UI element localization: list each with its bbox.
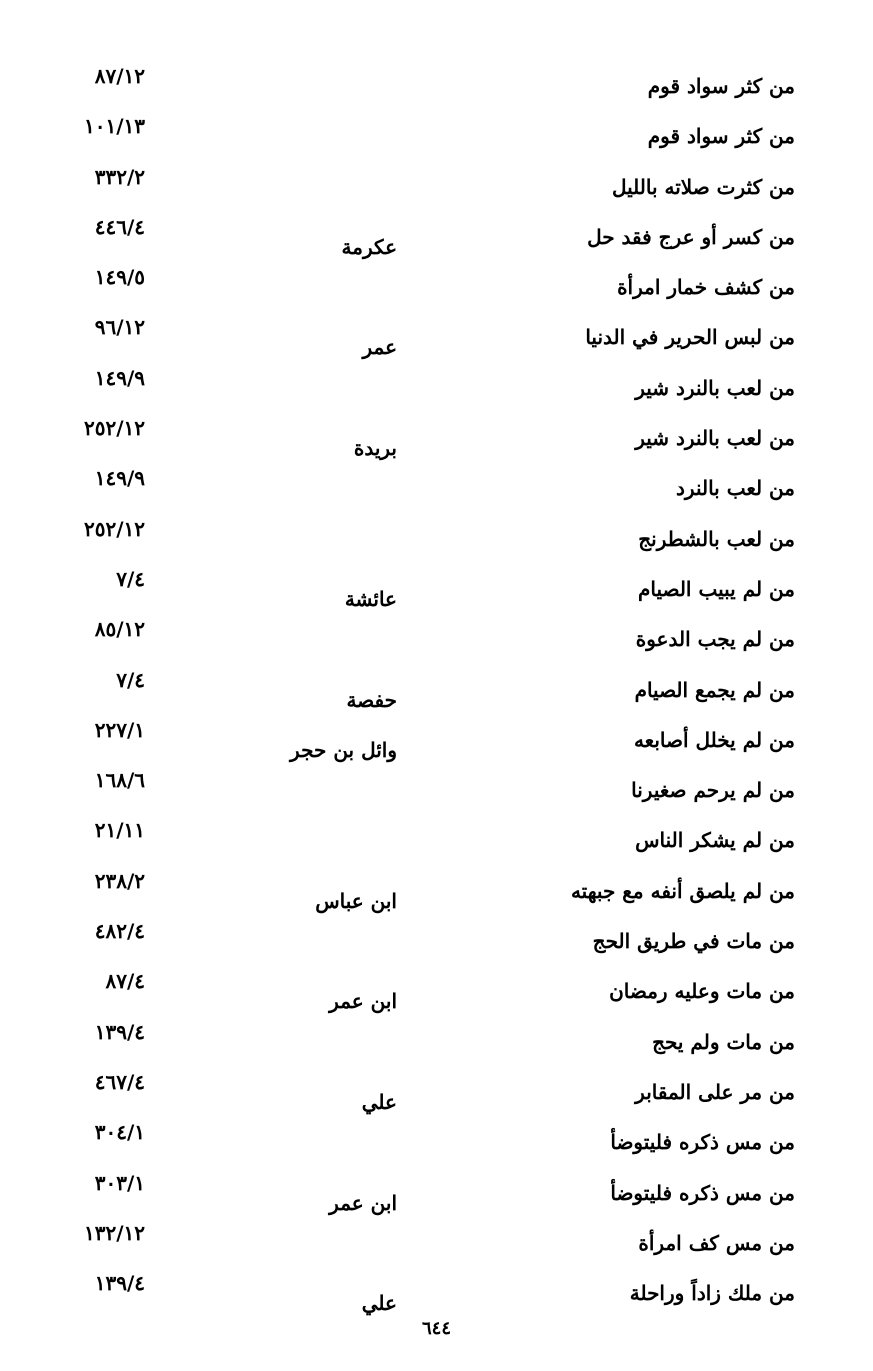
index-entry bbox=[0, 313, 873, 363]
volume-page-reference: ٨٧/١٢ bbox=[94, 64, 145, 88]
index-entry bbox=[0, 1219, 873, 1269]
volume-page-reference: ٤٦٧/٤ bbox=[94, 1069, 145, 1094]
hadith-text: من لم يرحم صغيرنا bbox=[631, 778, 795, 803]
index-entry bbox=[0, 867, 873, 917]
narrator-name: ابن عمر bbox=[329, 989, 397, 1014]
index-entry bbox=[0, 1269, 873, 1319]
volume-page-reference: ١٣٩/٤ bbox=[94, 1271, 145, 1296]
index-entry bbox=[0, 112, 873, 162]
volume-page-reference: ٢٥٢/١٢ bbox=[83, 416, 145, 441]
volume-page-reference: ٣٣٢/٢ bbox=[94, 164, 145, 189]
narrator-name: علي bbox=[361, 1291, 397, 1316]
volume-page-reference: ١٠١/١٣ bbox=[83, 114, 145, 139]
volume-page-reference: ٢١/١١ bbox=[94, 818, 145, 843]
volume-page-reference: ٣٠٤/١ bbox=[94, 1120, 145, 1145]
hadith-text: من كسر أو عرج فقد حل bbox=[587, 224, 795, 249]
volume-page-reference: ٤٤٦/٤ bbox=[94, 214, 145, 239]
narrator-name: عكرمة bbox=[341, 234, 397, 259]
index-entry bbox=[0, 414, 873, 464]
index-entry bbox=[0, 1118, 873, 1168]
hadith-text: من لم يبيب الصيام bbox=[637, 576, 795, 601]
narrator-name: حفصة bbox=[346, 687, 397, 712]
hadith-text: من لعب بالنرد شير bbox=[635, 375, 795, 400]
hadith-text: من لعب بالنرد bbox=[676, 476, 795, 501]
index-entry bbox=[0, 967, 873, 1017]
index-entry bbox=[0, 917, 873, 967]
hadith-text: من كثرت صلاته بالليل bbox=[611, 174, 795, 199]
volume-page-reference: ١٣٢/١٢ bbox=[83, 1220, 145, 1245]
hadith-text: من مس ذكره فليتوضأ bbox=[610, 1180, 795, 1205]
volume-page-reference: ٣٠٣/١ bbox=[94, 1170, 145, 1195]
narrator-name: ابن عباس bbox=[315, 888, 397, 913]
volume-page-reference: ٨٧/٤ bbox=[105, 969, 145, 994]
hadith-text: من لعب بالنرد شير bbox=[635, 426, 795, 451]
volume-page-reference: ٢٣٨/٢ bbox=[94, 868, 145, 893]
hadith-text: من لعب بالشطرنج bbox=[638, 526, 795, 551]
hadith-text: من مات وعليه رمضان bbox=[609, 979, 795, 1004]
volume-page-reference: ١٤٩/٩ bbox=[94, 365, 145, 390]
index-entry bbox=[0, 464, 873, 514]
index-entry bbox=[0, 263, 873, 313]
hadith-text: من ملك زاداً وراحلة bbox=[629, 1281, 795, 1306]
hadith-text: من كثر سواد قوم bbox=[647, 74, 795, 98]
hadith-text: من لم يشكر الناس bbox=[635, 828, 795, 853]
index-entry bbox=[0, 565, 873, 615]
index-entry bbox=[0, 766, 873, 816]
volume-page-reference: ١٤٩/٩ bbox=[94, 466, 145, 491]
index-entry bbox=[0, 1169, 873, 1219]
index-entry bbox=[0, 213, 873, 263]
narrator-name: بريدة bbox=[353, 436, 397, 461]
index-entry bbox=[0, 816, 873, 866]
index-entry bbox=[0, 515, 873, 565]
narrator-name: عائشة bbox=[344, 586, 397, 611]
hadith-text: من لم يلصق أنفه مع جبهته bbox=[570, 878, 795, 903]
hadith-text: من لم يخلل أصابعه bbox=[633, 727, 795, 752]
narrator-name: علي bbox=[361, 1089, 397, 1114]
volume-page-reference: ٢٥٢/١٢ bbox=[83, 516, 145, 541]
hadith-text: من مات في طريق الحج bbox=[592, 929, 795, 954]
hadith-text: من لبس الحرير في الدنيا bbox=[585, 325, 795, 350]
index-entry bbox=[0, 163, 873, 213]
hadith-text: من مس ذكره فليتوضأ bbox=[610, 1130, 795, 1155]
hadith-text: من لم يجب الدعوة bbox=[635, 627, 795, 652]
narrator-name: وائل بن حجر bbox=[290, 737, 397, 762]
volume-page-reference: ٧/٤ bbox=[116, 566, 145, 591]
volume-page-reference: ١٤٩/٥ bbox=[94, 265, 145, 290]
hadith-text: من مات ولم يحج bbox=[652, 1029, 795, 1054]
index-entry bbox=[0, 666, 873, 716]
volume-page-reference: ٨٥/١٢ bbox=[94, 617, 145, 642]
index-entry bbox=[0, 62, 873, 112]
hadith-text: من مر على المقابر bbox=[635, 1079, 795, 1104]
hadith-text: من كشف خمار امرأة bbox=[617, 275, 795, 300]
hadith-text: من كثر سواد قوم bbox=[647, 124, 795, 149]
index-entry bbox=[0, 615, 873, 665]
page-number: ٦٤٤ bbox=[421, 1318, 451, 1339]
volume-page-reference: ٩٦/١٢ bbox=[94, 315, 145, 340]
index-entry bbox=[0, 716, 873, 766]
hadith-text: من لم يجمع الصيام bbox=[634, 677, 795, 702]
hadith-text: من مس كف امرأة bbox=[638, 1230, 795, 1255]
narrator-name: عمر bbox=[362, 335, 397, 360]
index-entry bbox=[0, 1068, 873, 1118]
index-entry bbox=[0, 1018, 873, 1068]
volume-page-reference: ١٣٩/٤ bbox=[94, 1019, 145, 1044]
volume-page-reference: ١٦٨/٦ bbox=[94, 768, 145, 793]
index-entry bbox=[0, 364, 873, 414]
volume-page-reference: ٢٢٧/١ bbox=[94, 717, 145, 742]
volume-page-reference: ٤٨٢/٤ bbox=[94, 919, 145, 944]
index-rows bbox=[0, 62, 873, 1319]
narrator-name: ابن عمر bbox=[329, 1190, 397, 1215]
volume-page-reference: ٧/٤ bbox=[116, 667, 145, 692]
